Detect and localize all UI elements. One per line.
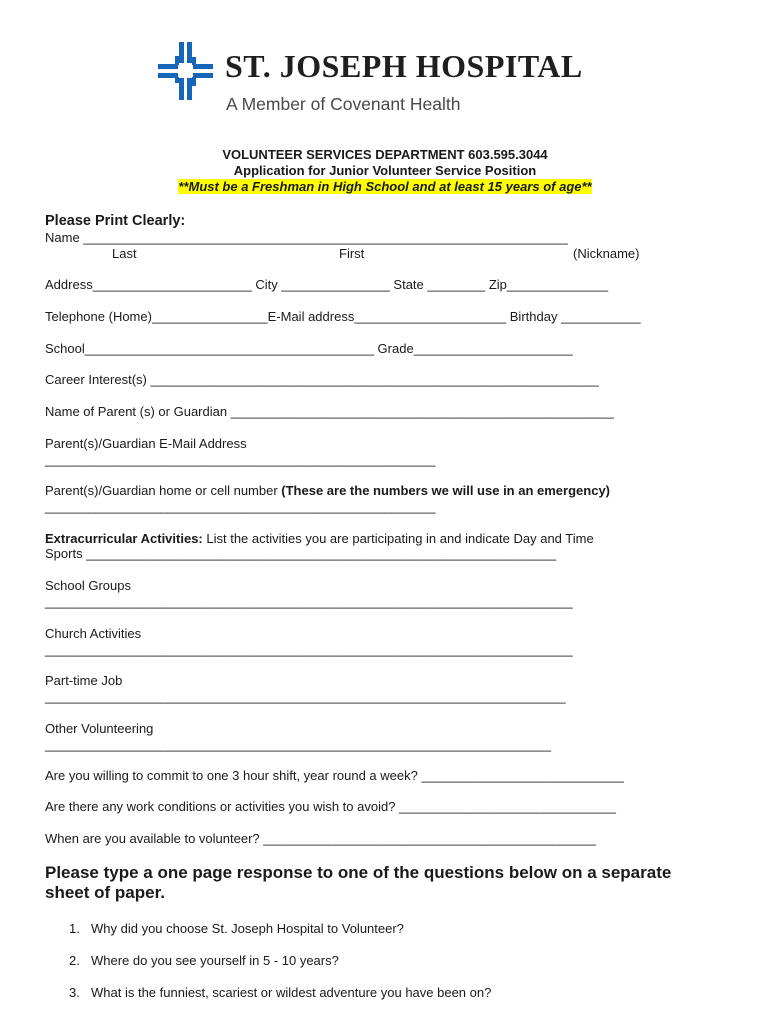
other-volunteering-field[interactable]: ______________________________________________________________________: [45, 737, 552, 752]
parent-email-label: Parent(s)/Guardian E-Mail Address: [45, 436, 247, 451]
emergency-note: (These are the numbers we will use in an emergency): [281, 483, 611, 498]
conditions-question[interactable]: Are there any work conditions or activities you wish to avoid? ______________________________: [45, 799, 616, 814]
address-row[interactable]: Address______________________ City _______________ State ________ Zip______________: [45, 277, 609, 292]
logo-name: ST. JOSEPH HOSPITAL: [225, 48, 583, 84]
application-title: Application for Junior Volunteer Service Position: [233, 163, 537, 178]
please-print-heading: Please Print Clearly:: [45, 213, 186, 229]
extracurricular-label: Extracurricular Activities:: [45, 531, 203, 546]
school-groups-label: School Groups: [45, 578, 131, 593]
parent-phone-label: [45, 483, 610, 499]
hospital-logo: [158, 40, 613, 116]
name-nickname-label: (Nickname): [573, 246, 640, 261]
parent-phone-field[interactable]: ______________________________________________________: [45, 499, 436, 514]
question-number: 3.: [69, 985, 80, 1000]
question-number: 1.: [69, 921, 80, 936]
extracurricular-intro: [45, 531, 594, 547]
question-text: Why did you choose St. Joseph Hospital to Volunteer?: [91, 921, 404, 936]
question-text: Where do you see yourself in 5 - 10 years?: [91, 953, 339, 968]
church-activities-label: Church Activities: [45, 626, 142, 641]
parttime-job-field[interactable]: ________________________________________________________________________: [45, 689, 566, 704]
cross-icon: [158, 42, 214, 102]
church-activities-field[interactable]: _________________________________________________________________________: [45, 642, 573, 657]
parent-email-field[interactable]: ______________________________________________________: [45, 452, 436, 467]
parent-phone-label-text: Parent(s)/Guardian home or cell number: [45, 483, 282, 498]
name-first-label: First: [339, 246, 365, 261]
extracurricular-instructions: List the activities you are participating in and indicate Day and Time: [202, 531, 594, 546]
career-field[interactable]: Career Interest(s) ______________________________________________________________: [45, 372, 599, 387]
commit-question[interactable]: Are you willing to commit to one 3 hour shift, year round a week? ____________________________: [45, 768, 624, 783]
telephone-row[interactable]: Telephone (Home)________________E-Mail address_____________________ Birthday ___________: [45, 309, 641, 324]
sports-field[interactable]: Sports _________________________________________________________________: [45, 546, 557, 561]
department-heading: VOLUNTEER SERVICES DEPARTMENT 603.595.3044: [222, 147, 548, 162]
logo-tagline: A Member of Covenant Health: [226, 94, 461, 114]
other-volunteering-label: Other Volunteering: [45, 721, 154, 736]
school-groups-field[interactable]: _________________________________________________________________________: [45, 594, 573, 609]
question-number: 2.: [69, 953, 80, 968]
essay-heading-line1: Please type a one page response to one of the questions below on a separate: [45, 863, 672, 882]
availability-question[interactable]: When are you available to volunteer? ______________________________________________: [45, 831, 596, 846]
parent-name-field[interactable]: Name of Parent (s) or Guardian _____________________________________________________: [45, 404, 614, 419]
age-requirement-text: **Must be a Freshman in High School and at least 15 years of age**: [178, 179, 592, 194]
essay-heading-line2: sheet of paper.: [45, 883, 165, 902]
school-row[interactable]: School________________________________________ Grade______________________: [45, 341, 573, 356]
question-text: What is the funniest, scariest or wildest adventure you have been on?: [91, 985, 492, 1000]
name-last-label: Last: [112, 246, 137, 261]
parttime-job-label: Part-time Job: [45, 673, 123, 688]
age-requirement: [0, 179, 770, 195]
name-field[interactable]: Name ___________________________________________________________________: [45, 230, 568, 245]
